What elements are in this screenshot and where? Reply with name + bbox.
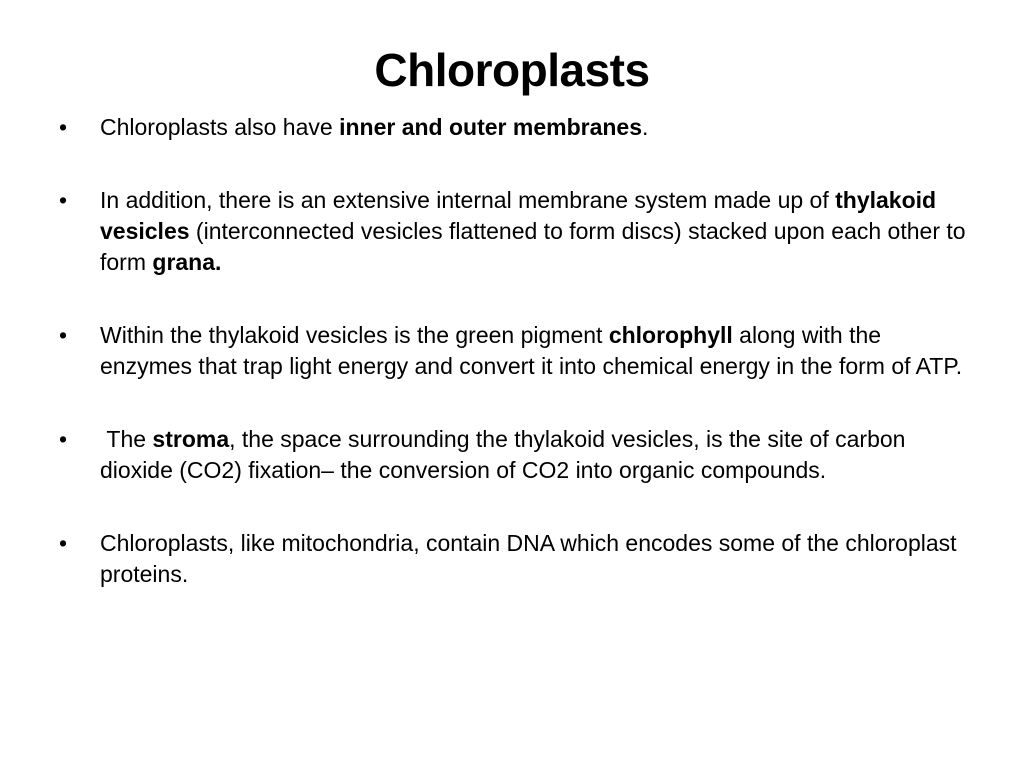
bullet-marker: • — [59, 322, 68, 348]
bullet-text — [100, 114, 648, 140]
bullet-item — [59, 424, 969, 486]
bullet-text — [100, 322, 962, 379]
bullet-text — [100, 426, 905, 483]
bullet-list — [59, 112, 969, 632]
bullet-item — [59, 528, 969, 590]
bullet-item — [59, 320, 969, 382]
bullet-item — [59, 185, 969, 278]
bullet-text-bold: grana. — [152, 249, 222, 275]
bullet-text — [100, 187, 966, 275]
bullet-text-part: along with the enzymes that trap light energy and convert it into chemical energy in the form of ATP. — [100, 322, 963, 379]
bullet-text-part: Within the thylakoid vesicles is the green pigment — [100, 322, 609, 348]
bullet-text-part: (interconnected vesicles flattened to form discs) stacked upon each other to form — [100, 218, 966, 275]
bullet-marker: • — [59, 187, 68, 213]
bullet-text-part: , the space surrounding the thylakoid vesicles, is the site of carbon dioxide (CO2) fixation– the conversion of CO2 into organic compounds. — [100, 426, 906, 483]
bullet-text-bold: chlorophyll — [608, 322, 733, 348]
bullet-text-bold: stroma — [152, 426, 230, 452]
bullet-text-bold: thylakoid vesicles — [100, 187, 937, 244]
bullet-text-part: In addition, there is an extensive internal membrane system made up of — [100, 187, 836, 213]
bullet-marker: • — [59, 426, 68, 452]
bullet-text-part: . — [642, 114, 649, 140]
bullet-item — [59, 112, 969, 143]
slide-title: Chloroplasts — [374, 44, 650, 96]
bullet-text-part: The — [100, 426, 153, 452]
bullet-marker: • — [59, 530, 68, 556]
bullet-text-part: Chloroplasts, like mitochondria, contain DNA which encodes some of the chloroplast proteins. — [100, 530, 957, 587]
bullet-text-part: Chloroplasts also have — [100, 114, 340, 140]
bullet-marker: • — [59, 114, 68, 140]
bullet-text — [100, 530, 957, 587]
bullet-text-bold: inner and outer membranes — [339, 114, 642, 140]
